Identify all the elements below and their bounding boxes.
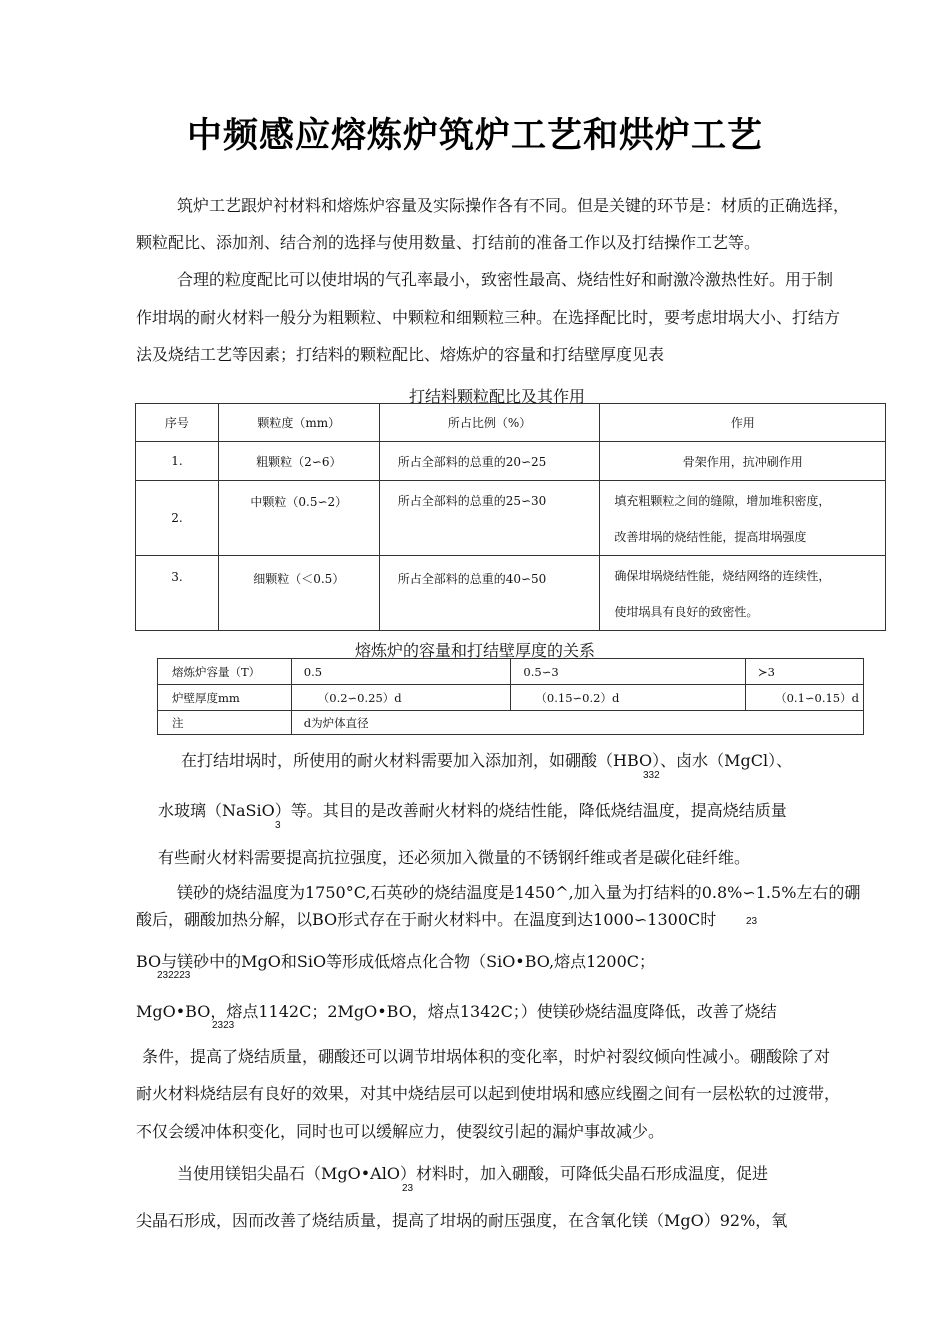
ratio-cell: 所占全部料的总重的20∽25 <box>379 442 600 481</box>
paragraph-4-line-5: 条件，提高了烧结质量，硼酸还可以调节坩埚体积的变化率，时炉衬裂纹倾向性减小。硼酸除了对 <box>142 1047 831 1066</box>
particle-size: 细颗粒（＜0.5） <box>218 556 379 631</box>
table-cell: （0.1∽0.15）d <box>746 685 864 711</box>
table-2-caption: 熔炼炉的容量和打结壁厚度的关系 <box>354 641 595 660</box>
paragraph-1-line-2: 颗粒配比、添加剂、结合剂的选择与使用数量、打结前的准备工作以及打结操作工艺等。 <box>136 233 761 252</box>
subscript: 3 <box>275 820 281 831</box>
subscript: 232223 <box>157 970 191 981</box>
table-cell: d为炉体直径 <box>291 711 863 735</box>
paragraph-2-line-3: 法及烧结工艺等因素；打结料的颗粒配比、熔炼炉的容量和打结壁厚度见表 <box>136 345 665 364</box>
header-cell: 序号 <box>136 404 219 442</box>
subscript: 332 <box>643 770 660 781</box>
table-cell: 炉壁厚度mm <box>158 685 292 711</box>
row-number: 2. <box>136 481 219 556</box>
effect-line: 确保坩埚烧结性能，烧结网络的连续性， <box>614 569 831 583</box>
table-cell: 注 <box>158 711 292 735</box>
table-1-caption: 打结料颗粒配比及其作用 <box>408 387 585 406</box>
effect-cell <box>600 481 886 556</box>
subscript: 23 <box>746 916 758 927</box>
paragraph-3-line-2: 水玻璃（NaSiO）等。其目的是改善耐火材料的烧结性能，降低烧结温度，提高烧结质量 <box>158 801 787 820</box>
paragraph-4-line-7: 不仅会缓冲体积变化，同时也可以缓解应力，使裂纹引起的漏炉事故减少。 <box>136 1122 665 1141</box>
table-row <box>136 442 886 481</box>
table-row <box>158 711 864 735</box>
paragraph-2-line-2: 作坩埚的耐火材料一般分为粗颗粒、中颗粒和细颗粒三种。在选择配比时，要考虑坩埚大小、打结方 <box>136 308 841 327</box>
table-row <box>136 556 886 631</box>
ratio-cell: 所占全部料的总重的25∽30 <box>379 481 600 556</box>
paragraph-3-line-3: 有些耐火材料需要提高抗拉强度，还必须加入微量的不锈钢纤维或者是碳化硅纤维。 <box>158 848 751 867</box>
header-cell: 作用 <box>600 404 886 442</box>
paragraph-2-line-1: 合理的粒度配比可以使坩埚的气孔率最小，致密性最高、烧结性好和耐激冷激热性好。用于制 <box>177 270 834 289</box>
paragraph-4-line-1: 镁砂的烧结温度为1750°C,石英砂的烧结温度是1450^,加入量为打结料的0.8%∽1.5%左右的硼 <box>177 883 861 902</box>
header-cell: 颗粒度（mm） <box>218 404 379 442</box>
paragraph-5-line-1: 当使用镁铝尖晶石（MgO•AlO）材料时，加入硼酸，可降低尖晶石形成温度，促进 <box>177 1164 768 1183</box>
furnace-capacity-table <box>157 658 864 735</box>
row-number: 1. <box>136 442 219 481</box>
table-row <box>136 481 886 556</box>
paragraph-4-line-4: MgO•BO，熔点1142C；2MgO•BO，熔点1342C；）使镁砂烧结温度降低，改善了烧结 <box>136 1002 777 1021</box>
header-cell: 所占比例（%） <box>379 404 600 442</box>
paragraph-4-line-3: BO与镁砂中的MgO和SiO等形成低熔点化合物（SiO•BO,熔点1200C； <box>136 952 656 971</box>
effect-cell <box>600 556 886 631</box>
paragraph-4-line-6: 耐火材料烧结层有良好的效果，对其中烧结层可以起到使坩埚和感应线圈之间有一层松软的过渡带， <box>136 1084 841 1103</box>
effect-line: 改善坩埚的烧结性能，提高坩埚强度 <box>614 530 807 544</box>
paragraph-1-line-1: 筑炉工艺跟炉衬材料和熔炼炉容量及实际操作各有不同。但是关键的环节是：材质的正确选择， <box>177 196 850 215</box>
table-cell: ≻3 <box>746 659 864 685</box>
particle-ratio-table <box>135 403 886 631</box>
table-header-row <box>136 404 886 442</box>
effect-line: 使坩埚具有良好的致密性。 <box>614 605 759 619</box>
ratio-cell: 所占全部料的总重的40∽50 <box>379 556 600 631</box>
table-row <box>158 659 864 685</box>
paragraph-4-line-2: 酸后，硼酸加热分解，以BO形式存在于耐火材料中。在温度到达1000∽1300C时 <box>136 910 717 929</box>
effect-cell: 骨架作用，抗冲刷作用 <box>600 442 886 481</box>
table-cell: 熔炼炉容量（T） <box>158 659 292 685</box>
particle-size: 粗颗粒（2∽6） <box>218 442 379 481</box>
table-row <box>158 685 864 711</box>
paragraph-5-line-2: 尖晶石形成，因而改善了烧结质量，提高了坩埚的耐压强度，在含氧化镁（MgO）92%，氧 <box>136 1211 788 1230</box>
table-cell: 0.5∽3 <box>511 659 746 685</box>
particle-size: 中颗粒（0.5∽2） <box>218 481 379 556</box>
table-cell: （0.15∽0.2）d <box>511 685 746 711</box>
effect-line: 填充粗颗粒之间的缝隙，增加堆积密度， <box>614 494 831 508</box>
subscript: 2323 <box>212 1020 235 1031</box>
paragraph-3-line-1: 在打结坩埚时，所使用的耐火材料需要加入添加剂，如硼酸（HBO）、卤水（MgCl）、 <box>181 751 793 770</box>
subscript: 23 <box>402 1183 414 1194</box>
table-cell: （0.2∽0.25）d <box>291 685 511 711</box>
page-title: 中频感应熔炼炉筑炉工艺和烘炉工艺 <box>186 116 763 156</box>
row-number: 3. <box>136 556 219 631</box>
table-cell: 0.5 <box>291 659 511 685</box>
